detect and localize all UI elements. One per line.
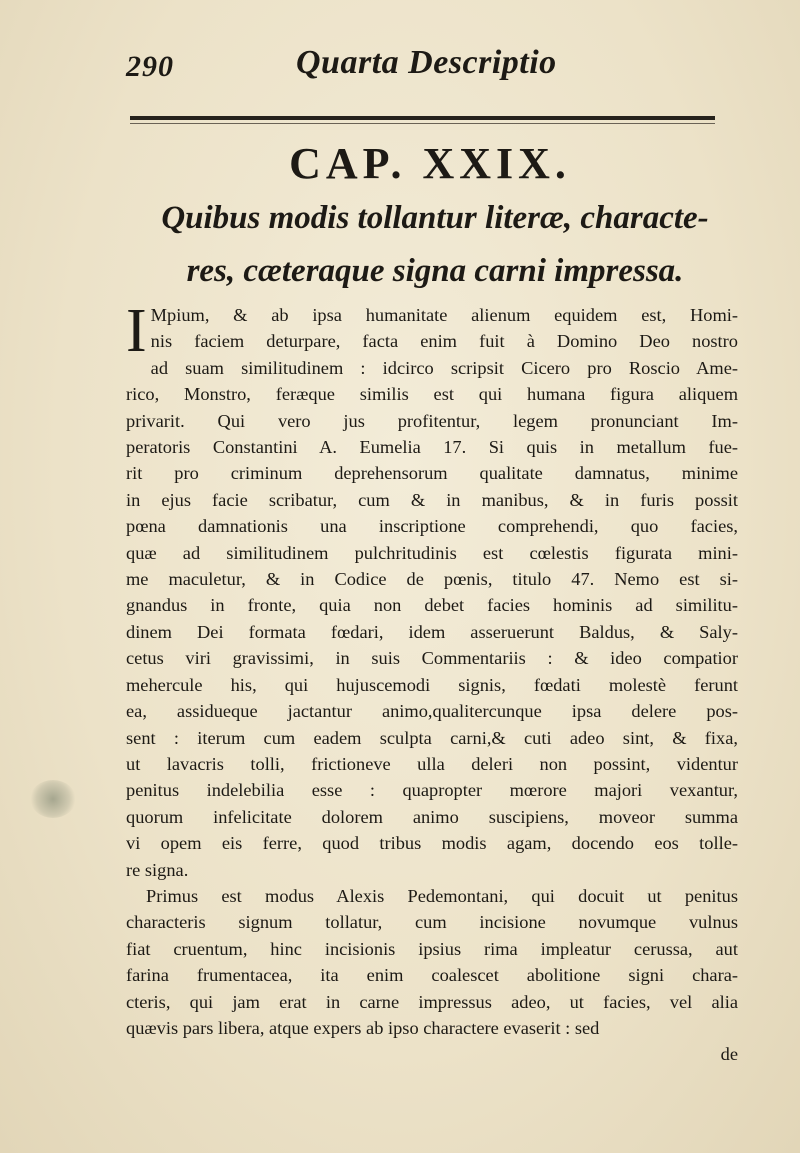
catchword: de xyxy=(720,1044,738,1065)
page-header xyxy=(126,40,766,90)
margin-stain xyxy=(30,780,76,818)
running-head: Quarta Descriptio xyxy=(296,44,557,81)
text-line: nis faciem deturpare, facta enim fuit à Domino Deo nostro xyxy=(150,331,738,352)
text-line: Mpium, & ab ipsa humanitate alienum equidem est, Homi- xyxy=(150,305,738,325)
text-line: quæ ad similitudinem pulchritudinis est cœlestis figurata mini- xyxy=(126,542,738,563)
text-line: privarit. Qui vero jus profitentur, legem pronunciant Im- xyxy=(126,410,738,431)
text-line: characteris signum tollatur, cum incisione novumque vulnus xyxy=(126,912,738,933)
drop-cap: I xyxy=(126,297,147,365)
text-line: rico, Monstro, feræque similis est qui humana figura aliquem xyxy=(126,384,738,405)
subtitle-line-1: Quibus modis tollantur literæ, characte- xyxy=(161,200,709,236)
text-line: sent : iterum cum eadem sculpta carni,& cuti adeo sint, & fixa, xyxy=(126,727,738,748)
text-line: peratoris Constantini A. Eumelia 17. Si quis in metallum fue- xyxy=(126,437,738,458)
paragraph-1 xyxy=(126,297,738,883)
text-line: quævis pars libera, atque expers ab ipso charactere evaserit : sed xyxy=(126,1017,600,1038)
text-line: ut lavacris tolli, frictioneve ulla deleri non possint, videntur xyxy=(126,753,738,774)
text-line: re signa. xyxy=(126,859,189,880)
text-line: cteris, qui jam erat in carne impressus adeo, ut facies, vel alia xyxy=(126,991,738,1012)
text-line: rit pro criminum deprehensorum qualitate damnatus, minime xyxy=(126,463,738,484)
subtitle-line-2: res, cæteraque signa carni impressa. xyxy=(186,253,684,289)
header-rule xyxy=(130,116,715,120)
text-line: penitus indelebilia esse : quapropter mœrore majori vexantur, xyxy=(126,780,738,801)
page-number: 290 xyxy=(126,50,174,83)
text-line: vi opem eis ferre, quod tribus modis agam, docendo eos tolle- xyxy=(126,833,738,854)
text-line: quorum infelicitate dolorem animo suscipiens, moveor summa xyxy=(126,806,738,827)
paragraph-2 xyxy=(126,883,738,1041)
text-line: ea, assidueque jactantur animo,qualitercunque ipsa delere pos- xyxy=(126,701,738,722)
text-line: cetus viri gravissimi, in suis Commentariis : & ideo compatior xyxy=(126,648,738,669)
chapter-subtitle xyxy=(125,192,745,298)
text-line: gnandus in fronte, quia non debet facies hominis ad similitu- xyxy=(126,595,738,616)
body-text xyxy=(126,297,738,1068)
text-line: pœna damnationis una inscriptione comprehendi, quo facies, xyxy=(126,516,738,537)
text-line: ad suam similitudinem : idcirco scripsit Cicero pro Roscio Ame- xyxy=(150,357,738,378)
text-line: dinem Dei formata fœdari, idem asseruerunt Baldus, & Saly- xyxy=(126,621,738,642)
text-line: Primus est modus Alexis Pedemontani, qui docuit ut penitus xyxy=(146,885,738,906)
chapter-heading: CAP. XXIX. xyxy=(289,139,571,188)
text-line: in ejus facie scribatur, cum & in manibus, & in furis possit xyxy=(126,489,738,510)
text-line: me maculetur, & in Codice de pœnis, titulo 47. Nemo est si- xyxy=(126,569,738,590)
header-rule-thin xyxy=(130,123,715,124)
text-line: farina frumentacea, ita enim coalescet abolitione signi chara- xyxy=(126,965,738,986)
text-line: fiat cruentum, hinc incisionis ipsius rima impleatur cerussa, aut xyxy=(126,938,738,959)
text-line: mehercule his, qui hujuscemodi signis, fœdati molestè ferunt xyxy=(126,674,738,695)
